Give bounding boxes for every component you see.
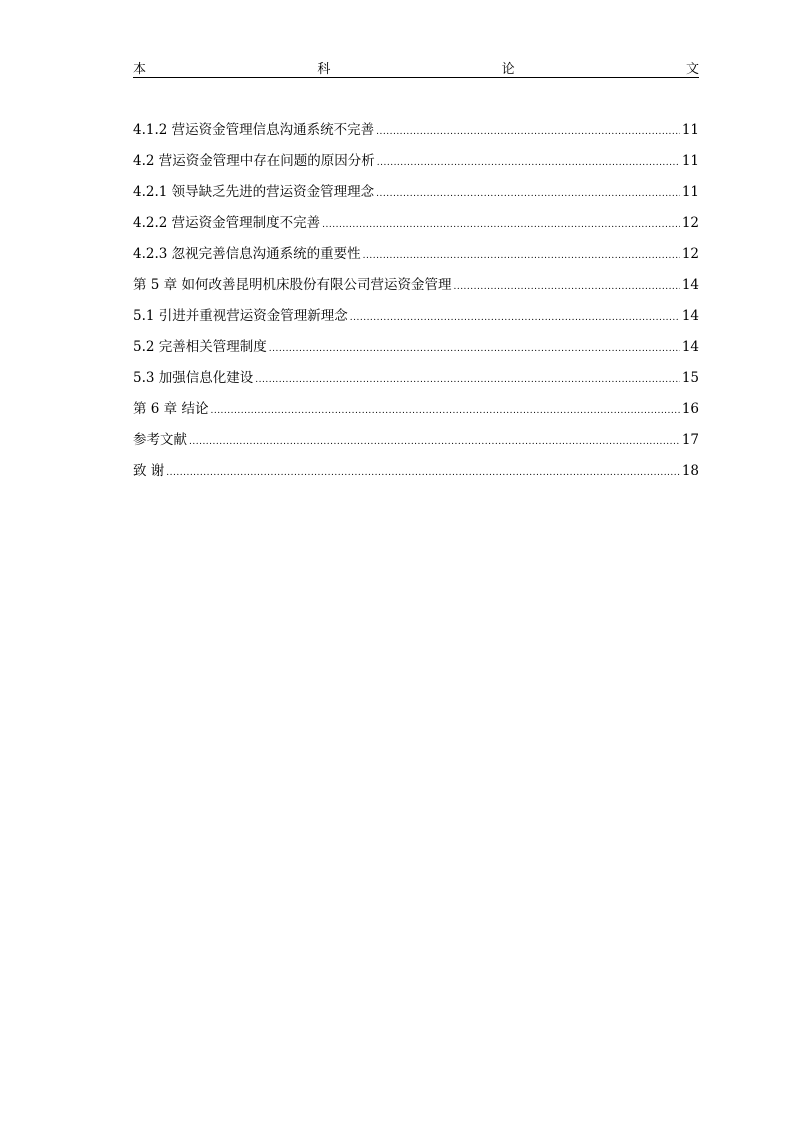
toc-entry-title: 5.2 完善相关管理制度 bbox=[133, 339, 267, 355]
toc-dot-leader bbox=[189, 430, 680, 454]
toc-entry-page: 12 bbox=[681, 246, 699, 262]
toc-entry-title: 第 5 章 如何改善昆明机床股份有限公司营运资金管理 bbox=[133, 277, 452, 293]
header-char-1: 本 bbox=[133, 62, 147, 77]
toc-entry-page: 11 bbox=[681, 122, 699, 138]
toc-entry[interactable] bbox=[133, 180, 699, 211]
toc-dot-leader bbox=[210, 399, 679, 423]
toc-entry-page: 14 bbox=[681, 308, 699, 324]
toc-entry-page: 12 bbox=[681, 215, 699, 231]
header-char-2: 科 bbox=[317, 62, 331, 77]
toc-entry[interactable] bbox=[133, 211, 699, 242]
page-header bbox=[133, 60, 699, 78]
toc-entry[interactable] bbox=[133, 366, 699, 397]
header-char-4: 文 bbox=[685, 62, 699, 77]
toc-entry[interactable] bbox=[133, 335, 699, 366]
toc-entry-page: 18 bbox=[681, 463, 699, 479]
toc-entry-title: 4.1.2 营运资金管理信息沟通系统不完善 bbox=[133, 122, 375, 138]
toc-entry-title: 4.2 营运资金管理中存在问题的原因分析 bbox=[133, 153, 375, 169]
header-char-3: 论 bbox=[501, 62, 515, 77]
toc-entry-title: 4.2.2 营运资金管理制度不完善 bbox=[133, 215, 321, 231]
toc-dot-leader bbox=[350, 306, 680, 330]
toc-entry-title: 4.2.1 领导缺乏先进的营运资金管理理念 bbox=[133, 184, 375, 200]
toc-dot-leader bbox=[453, 275, 679, 299]
table-of-contents bbox=[133, 118, 699, 490]
toc-entry-page: 11 bbox=[681, 184, 699, 200]
toc-entry-title: 第 6 章 结论 bbox=[133, 401, 209, 417]
toc-entry-page: 14 bbox=[681, 277, 699, 293]
toc-dot-leader bbox=[166, 461, 680, 485]
toc-entry-page: 17 bbox=[681, 432, 699, 448]
toc-entry[interactable] bbox=[133, 149, 699, 180]
toc-entry[interactable] bbox=[133, 397, 699, 428]
toc-entry[interactable] bbox=[133, 273, 699, 304]
toc-dot-leader bbox=[376, 182, 680, 206]
toc-entry-title: 5.3 加强信息化建设 bbox=[133, 370, 254, 386]
toc-entry[interactable] bbox=[133, 428, 699, 459]
toc-entry-page: 15 bbox=[681, 370, 699, 386]
toc-dot-leader bbox=[255, 368, 680, 392]
toc-entry-title: 4.2.3 忽视完善信息沟通系统的重要性 bbox=[133, 246, 361, 262]
toc-entry[interactable] bbox=[133, 304, 699, 335]
header-rule bbox=[133, 77, 699, 78]
toc-entry-title: 参考文献 bbox=[133, 432, 187, 448]
toc-dot-leader bbox=[376, 120, 680, 144]
toc-dot-leader bbox=[322, 213, 680, 237]
toc-entry-page: 16 bbox=[681, 401, 699, 417]
toc-entry[interactable] bbox=[133, 118, 699, 149]
toc-entry-page: 14 bbox=[681, 339, 699, 355]
toc-dot-leader bbox=[377, 151, 680, 175]
toc-entry-page: 11 bbox=[681, 153, 699, 169]
toc-dot-leader bbox=[363, 244, 680, 268]
toc-entry[interactable] bbox=[133, 242, 699, 273]
toc-dot-leader bbox=[269, 337, 680, 361]
toc-entry-title: 5.1 引进并重视营运资金管理新理念 bbox=[133, 308, 348, 324]
toc-entry-title: 致 谢 bbox=[133, 463, 165, 479]
toc-entry[interactable] bbox=[133, 459, 699, 490]
